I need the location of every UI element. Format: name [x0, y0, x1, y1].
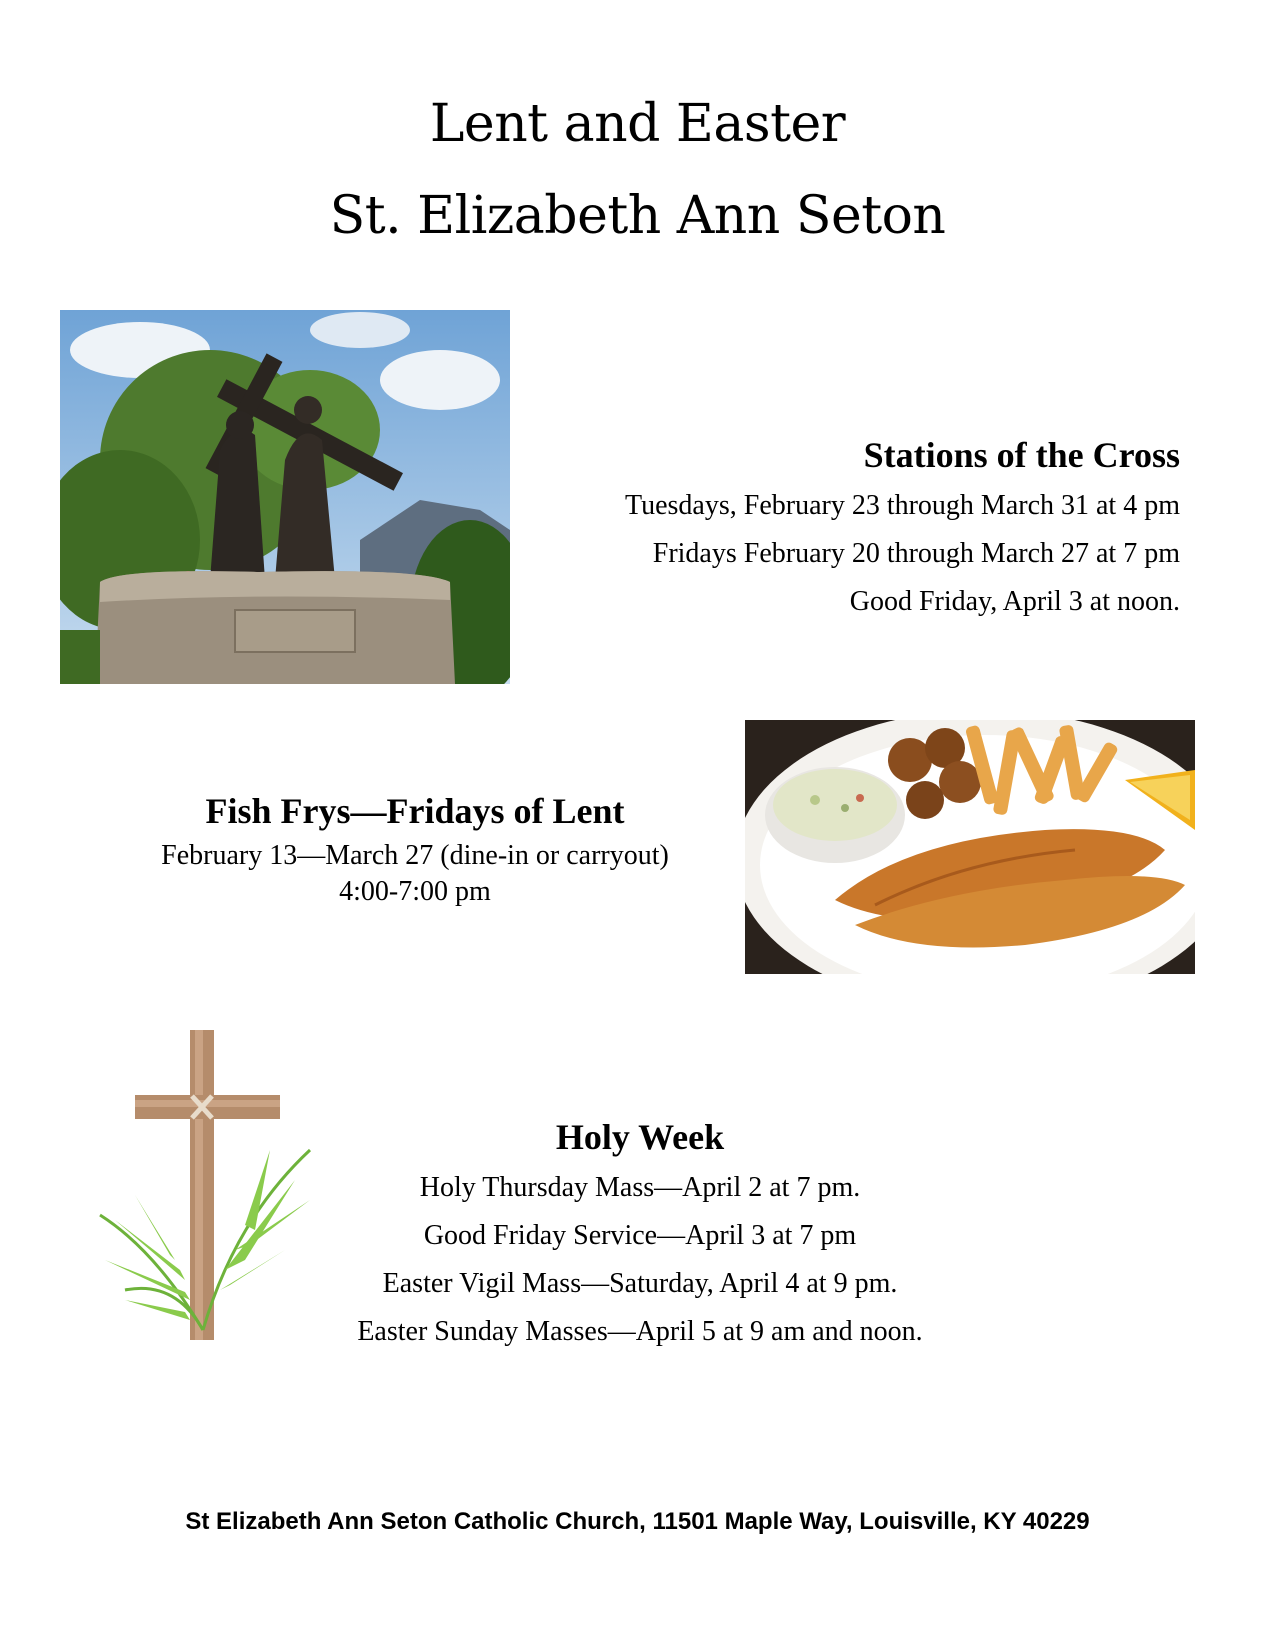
- title-line-1: Lent and Easter: [429, 94, 846, 154]
- stations-section: [480, 428, 1180, 626]
- fish-fry-heading: Fish Frys—Fridays of Lent: [205, 791, 625, 831]
- footer-address: St Elizabeth Ann Seton Catholic Church, 11501 Maple Way, Louisville, KY 40229: [185, 1508, 1090, 1535]
- holy-week-line: Easter Vigil Mass—Saturday, April 4 at 9 pm.: [382, 1268, 898, 1299]
- stations-line: Tuesdays, February 23 through March 31 at 4 pm: [624, 490, 1180, 521]
- stations-line: Fridays February 20 through March 27 at 7 pm: [652, 538, 1180, 569]
- title-line-2: St. Elizabeth Ann Seton: [329, 186, 946, 246]
- holy-week-line: Easter Sunday Masses—April 5 at 9 am and noon.: [357, 1316, 923, 1347]
- page-title: [0, 78, 1275, 262]
- stations-statue-photo: [60, 310, 510, 684]
- fish-fry-line: 4:00-7:00 pm: [339, 876, 491, 907]
- stations-heading: Stations of the Cross: [863, 435, 1180, 475]
- holy-week-line: Good Friday Service—April 3 at 7 pm: [423, 1220, 857, 1251]
- holy-week-section: [300, 1110, 980, 1356]
- holy-week-heading: Holy Week: [555, 1117, 725, 1157]
- fish-fry-section: [95, 784, 735, 910]
- stations-line: Good Friday, April 3 at noon.: [849, 586, 1180, 617]
- holy-week-line: Holy Thursday Mass—April 2 at 7 pm.: [419, 1172, 861, 1203]
- fish-fry-line: February 13—March 27 (dine-in or carryout): [161, 840, 669, 871]
- cross-palm-image: [95, 1030, 315, 1340]
- fish-fry-photo: [745, 720, 1195, 974]
